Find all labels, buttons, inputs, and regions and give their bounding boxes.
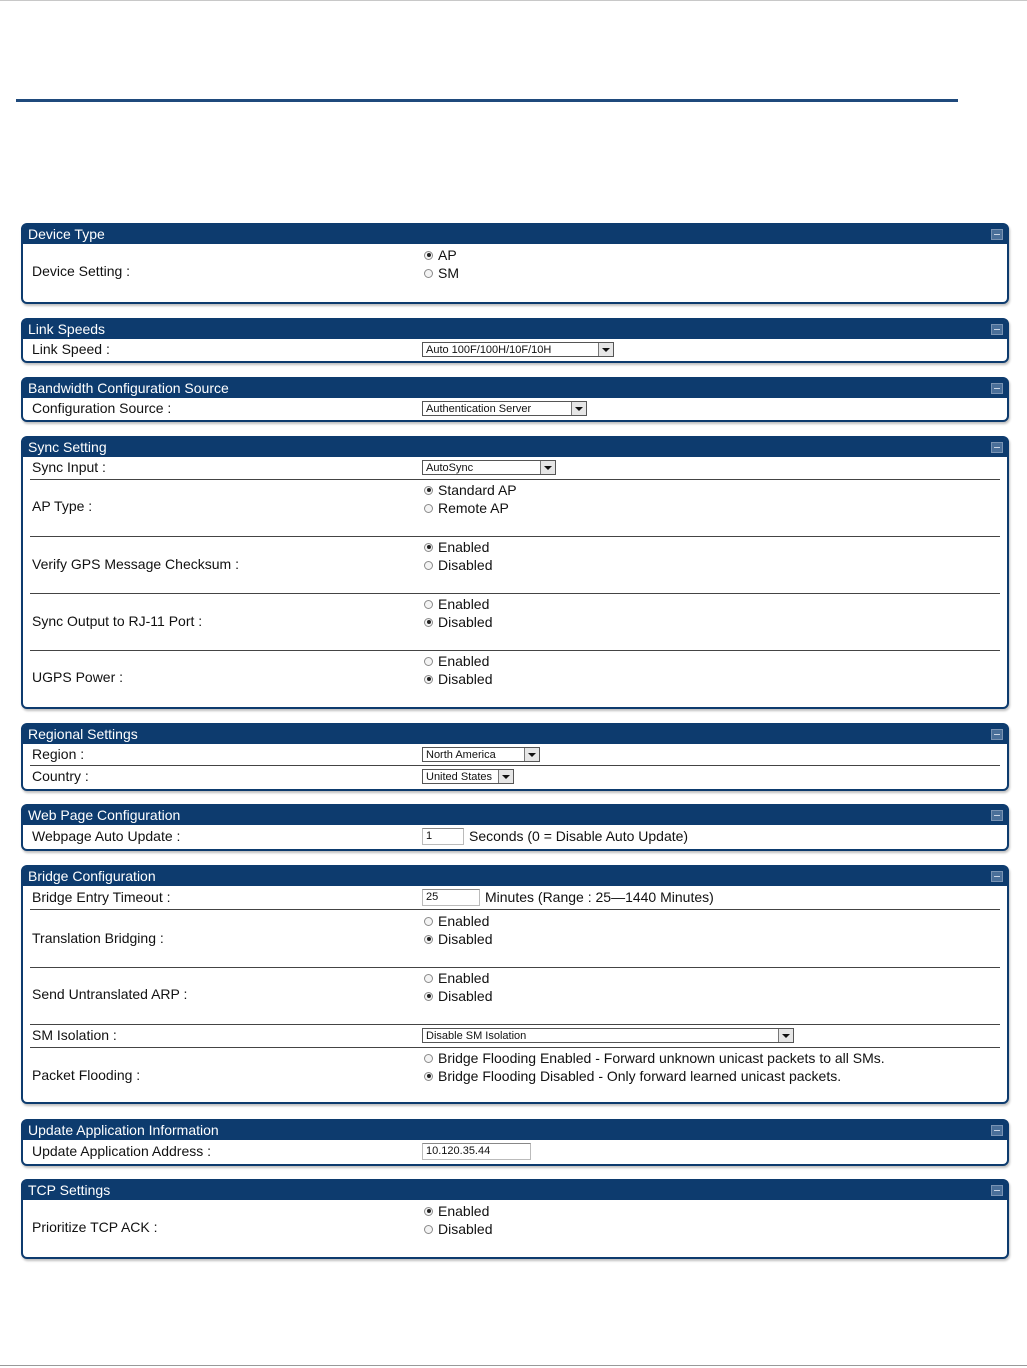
row-packet-flooding	[30, 1048, 1000, 1104]
panel-header	[23, 225, 1007, 244]
collapse-icon[interactable]	[991, 871, 1003, 882]
radio-button[interactable]	[424, 1054, 433, 1063]
radio-label: Disabled	[438, 614, 493, 630]
radio-option-disabled[interactable]	[422, 556, 492, 574]
panel-header	[23, 320, 1007, 339]
radio-label: Disabled	[438, 557, 493, 573]
row-device-setting	[30, 244, 1000, 300]
panel-bridge-config	[21, 865, 1009, 1104]
row-link-speed	[30, 339, 1000, 360]
radio-label: Enabled	[438, 596, 490, 612]
panel-header	[23, 867, 1007, 886]
link-speed-select[interactable]	[422, 342, 614, 357]
radio-button[interactable]	[424, 657, 433, 666]
row-webpage-auto-update	[30, 825, 1000, 847]
collapse-icon[interactable]	[991, 383, 1003, 394]
panel-header	[23, 1121, 1007, 1140]
select-value: North America	[426, 749, 496, 761]
radio-group-device-setting	[422, 246, 459, 282]
panel-title: Device Type	[28, 226, 105, 242]
panel-tcp-settings	[21, 1179, 1009, 1259]
radio-label: Disabled	[438, 988, 493, 1004]
select-value: United States	[426, 771, 493, 783]
row-verify-gps	[30, 537, 1000, 594]
radio-label: Enabled	[438, 970, 490, 986]
radio-button[interactable]	[424, 561, 433, 570]
entry-timeout-input[interactable]: 25	[422, 889, 480, 906]
radio-button[interactable]	[424, 1225, 433, 1234]
radio-group-ugps-power	[422, 652, 492, 688]
radio-option-disabled[interactable]	[422, 670, 492, 688]
panel-title: Bridge Configuration	[28, 868, 156, 884]
radio-option-flooding-disabled[interactable]	[422, 1067, 885, 1085]
field-label: Region :	[32, 746, 85, 762]
radio-button[interactable]	[424, 992, 433, 1001]
panel-header	[23, 806, 1007, 825]
row-translation-bridging	[30, 910, 1000, 968]
row-config-source	[30, 398, 1000, 419]
select-value: Auto 100F/100H/10F/10H	[426, 344, 552, 356]
radio-label: Disabled	[438, 1221, 493, 1237]
field-label: Translation Bridging :	[32, 930, 164, 946]
radio-label: SM	[438, 265, 459, 281]
radio-button[interactable]	[424, 935, 433, 944]
collapse-icon[interactable]	[991, 442, 1003, 453]
radio-option-sm[interactable]	[422, 264, 459, 282]
radio-label: AP	[438, 247, 457, 263]
row-send-untranslated-arp	[30, 968, 1000, 1025]
chevron-down-icon[interactable]	[571, 402, 586, 415]
radio-button[interactable]	[424, 251, 433, 260]
select-value: AutoSync	[426, 462, 474, 474]
radio-option-ap[interactable]	[422, 246, 459, 264]
radio-label: Enabled	[438, 539, 490, 555]
sm-isolation-select[interactable]	[422, 1028, 794, 1043]
radio-group-verify-gps	[422, 538, 492, 574]
radio-option-enabled[interactable]	[422, 912, 492, 930]
radio-label: Bridge Flooding Enabled - Forward unknown unicast packets to all SMs.	[438, 1050, 885, 1066]
panel-sync-setting	[21, 436, 1009, 709]
sync-input-select[interactable]	[422, 460, 556, 475]
panel-link-speeds	[21, 318, 1009, 363]
entry-timeout-field-group	[422, 888, 714, 906]
row-country	[30, 766, 1000, 787]
radio-label: Standard AP	[438, 482, 517, 498]
select-value: Disable SM Isolation	[426, 1030, 527, 1042]
panel-header	[23, 438, 1007, 457]
radio-button[interactable]	[424, 675, 433, 684]
auto-update-field-group	[422, 827, 688, 845]
field-label: Webpage Auto Update :	[32, 828, 181, 844]
field-label: Prioritize TCP ACK :	[32, 1219, 158, 1235]
chevron-down-icon[interactable]	[540, 461, 555, 474]
radio-option-enabled[interactable]	[422, 652, 492, 670]
field-label: Verify GPS Message Checksum :	[32, 556, 239, 572]
radio-option-remote-ap[interactable]	[422, 499, 517, 517]
radio-label: Disabled	[438, 671, 493, 687]
panel-title: Web Page Configuration	[28, 807, 181, 823]
panel-header	[23, 379, 1007, 398]
panel-header	[23, 725, 1007, 744]
row-update-app-address	[30, 1140, 1000, 1162]
radio-label: Remote AP	[438, 500, 509, 516]
row-sync-output	[30, 594, 1000, 651]
panel-title: Link Speeds	[28, 321, 106, 337]
region-select[interactable]	[422, 747, 540, 762]
radio-button[interactable]	[424, 269, 433, 278]
radio-option-disabled[interactable]	[422, 987, 492, 1005]
field-label: UGPS Power :	[32, 669, 124, 685]
field-label: Bridge Entry Timeout :	[32, 889, 171, 905]
field-label: Sync Input :	[32, 459, 106, 475]
radio-option-disabled[interactable]	[422, 1220, 492, 1238]
radio-group-translation-bridging	[422, 912, 492, 948]
panel-update-application	[21, 1119, 1009, 1166]
radio-option-enabled[interactable]	[422, 595, 492, 613]
radio-option-enabled[interactable]	[422, 969, 492, 987]
radio-button[interactable]	[424, 618, 433, 627]
field-label: Country :	[32, 768, 89, 784]
collapse-icon[interactable]	[991, 729, 1003, 740]
radio-option-disabled[interactable]	[422, 930, 492, 948]
radio-option-enabled[interactable]	[422, 538, 492, 556]
field-label: Link Speed :	[32, 341, 110, 357]
bottom-rule	[0, 1365, 1027, 1366]
radio-label: Enabled	[438, 1203, 490, 1219]
radio-button[interactable]	[424, 1072, 433, 1081]
radio-group-prioritize-tcp-ack	[422, 1202, 492, 1238]
row-ap-type	[30, 480, 1000, 537]
radio-button[interactable]	[424, 917, 433, 926]
collapse-icon[interactable]	[991, 1185, 1003, 1196]
radio-button[interactable]	[424, 486, 433, 495]
field-label: Device Setting :	[32, 263, 131, 279]
row-sync-input	[30, 457, 1000, 480]
panel-header	[23, 1181, 1007, 1200]
panel-web-page-config	[21, 804, 1009, 851]
update-address-input[interactable]: 10.120.35.44	[422, 1143, 531, 1160]
panel-device-type	[21, 223, 1009, 304]
radio-label: Enabled	[438, 653, 490, 669]
radio-option-standard-ap[interactable]	[422, 481, 517, 499]
auto-update-suffix: Seconds (0 = Disable Auto Update)	[469, 828, 689, 845]
panel-title: Sync Setting	[28, 439, 107, 455]
radio-button[interactable]	[424, 600, 433, 609]
entry-timeout-suffix: Minutes (Range : 25—1440 Minutes)	[485, 889, 714, 906]
field-label: AP Type :	[32, 498, 93, 514]
radio-label: Bridge Flooding Disabled - Only forward learned unicast packets.	[438, 1068, 842, 1084]
panel-title: TCP Settings	[28, 1182, 111, 1198]
field-label: SM Isolation :	[32, 1027, 117, 1043]
collapse-icon[interactable]	[991, 324, 1003, 335]
row-ugps-power	[30, 651, 1000, 707]
collapse-icon[interactable]	[991, 229, 1003, 240]
update-address-field-group	[422, 1142, 531, 1160]
panel-bandwidth-config	[21, 377, 1009, 422]
panel-title: Regional Settings	[28, 726, 138, 742]
field-label: Configuration Source :	[32, 400, 172, 416]
chevron-down-icon[interactable]	[778, 1029, 793, 1042]
radio-option-flooding-enabled[interactable]	[422, 1049, 885, 1067]
row-sm-isolation	[30, 1025, 1000, 1048]
panel-title: Update Application Information	[28, 1122, 219, 1138]
radio-label: Enabled	[438, 913, 490, 929]
field-label: Send Untranslated ARP :	[32, 986, 188, 1002]
radio-group-packet-flooding	[422, 1049, 885, 1085]
radio-group-send-untranslated-arp	[422, 969, 492, 1005]
row-prioritize-tcp-ack	[30, 1200, 1000, 1256]
field-label: Sync Output to RJ-11 Port :	[32, 613, 203, 629]
top-border	[0, 0, 1027, 1]
country-select[interactable]	[422, 769, 514, 784]
select-value: Authentication Server	[426, 403, 532, 415]
radio-button[interactable]	[424, 1207, 433, 1216]
header-rule	[16, 99, 958, 102]
chevron-down-icon[interactable]	[598, 343, 613, 356]
row-region	[30, 744, 1000, 766]
panel-regional-settings	[21, 723, 1009, 791]
collapse-icon[interactable]	[991, 810, 1003, 821]
field-label: Update Application Address :	[32, 1143, 212, 1159]
chevron-down-icon[interactable]	[524, 748, 539, 761]
row-bridge-entry-timeout	[30, 886, 1000, 910]
radio-option-enabled[interactable]	[422, 1202, 492, 1220]
field-label: Packet Flooding :	[32, 1067, 141, 1083]
radio-button[interactable]	[424, 543, 433, 552]
radio-option-disabled[interactable]	[422, 613, 492, 631]
radio-label: Disabled	[438, 931, 493, 947]
chevron-down-icon[interactable]	[498, 770, 513, 783]
panel-title: Bandwidth Configuration Source	[28, 380, 229, 396]
config-source-select[interactable]	[422, 401, 587, 416]
collapse-icon[interactable]	[991, 1125, 1003, 1136]
radio-button[interactable]	[424, 974, 433, 983]
auto-update-input[interactable]: 1	[422, 828, 464, 845]
radio-button[interactable]	[424, 504, 433, 513]
radio-group-ap-type	[422, 481, 517, 517]
radio-group-sync-output	[422, 595, 492, 631]
